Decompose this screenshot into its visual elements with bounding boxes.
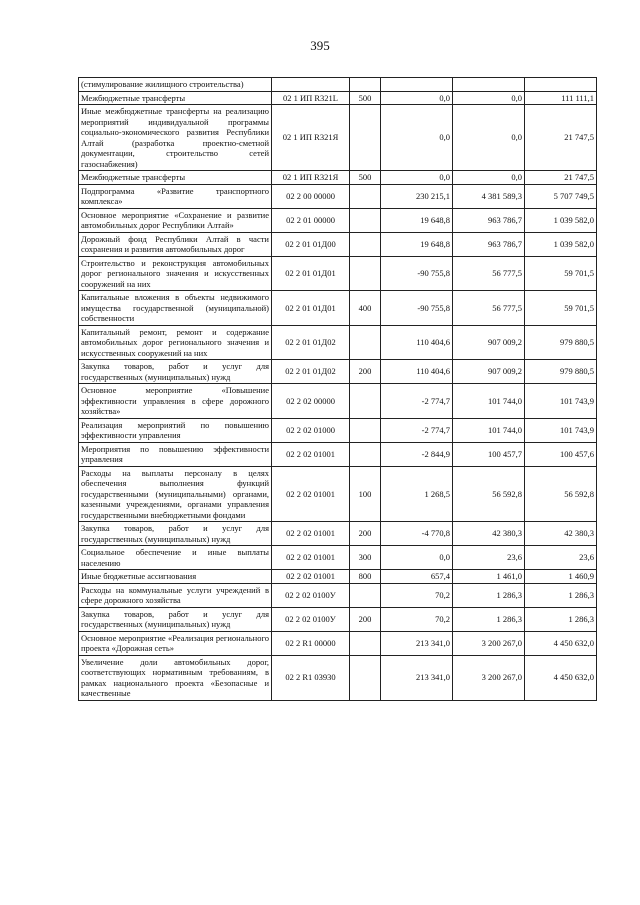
row-expense-type-cell: 300 xyxy=(350,546,381,570)
row-value-2-cell: 56 777,5 xyxy=(453,291,525,326)
row-expense-type-cell xyxy=(350,232,381,256)
table-row xyxy=(79,418,597,442)
row-value-2-cell: 0,0 xyxy=(453,171,525,185)
row-expense-type-cell xyxy=(350,184,381,208)
row-value-3-cell: 59 701,5 xyxy=(525,256,597,291)
row-expense-type-cell xyxy=(350,256,381,291)
row-value-2-cell: 56 777,5 xyxy=(453,256,525,291)
row-code-cell: 02 2 01 00000 xyxy=(272,208,350,232)
row-value-1-cell: 110 404,6 xyxy=(381,325,453,360)
row-name-cell: Закупка товаров, работ и услуг для государственных (муниципальных) нужд xyxy=(79,607,272,631)
row-value-3-cell: 979 880,5 xyxy=(525,360,597,384)
row-name-cell: Закупка товаров, работ и услуг для государственных (муниципальных) нужд xyxy=(79,360,272,384)
row-value-3-cell: 100 457,6 xyxy=(525,442,597,466)
row-expense-type-cell xyxy=(350,384,381,419)
row-expense-type-cell xyxy=(350,208,381,232)
row-value-3-cell: 1 039 582,0 xyxy=(525,232,597,256)
row-code-cell: 02 2 01 01Д01 xyxy=(272,291,350,326)
row-value-1-cell: 19 648,8 xyxy=(381,232,453,256)
row-name-cell: Иные бюджетные ассигнования xyxy=(79,570,272,584)
row-name-cell: Дорожный фонд Республики Алтай в части сохранения и развития автомобильных дорог xyxy=(79,232,272,256)
row-value-2-cell: 101 744,0 xyxy=(453,384,525,419)
row-value-2-cell: 23,6 xyxy=(453,546,525,570)
table-row xyxy=(79,360,597,384)
row-code-cell: 02 2 02 01001 xyxy=(272,570,350,584)
row-expense-type-cell: 200 xyxy=(350,522,381,546)
row-value-1-cell: -90 755,8 xyxy=(381,256,453,291)
row-expense-type-cell: 800 xyxy=(350,570,381,584)
row-value-1-cell: 19 648,8 xyxy=(381,208,453,232)
row-value-3-cell xyxy=(525,78,597,92)
row-value-1-cell: 213 341,0 xyxy=(381,655,453,700)
row-value-3-cell: 23,6 xyxy=(525,546,597,570)
row-value-1-cell: 657,4 xyxy=(381,570,453,584)
table-row xyxy=(79,78,597,92)
row-value-1-cell: 70,2 xyxy=(381,583,453,607)
row-name-cell: Иные межбюджетные трансферты на реализацию мероприятий индивидуальной программы социально-экономического развития Республики Алтай (разработка проектно-сметной документации, строительство сетей газоснабжения) xyxy=(79,105,272,171)
row-value-2-cell: 0,0 xyxy=(453,91,525,105)
row-expense-type-cell xyxy=(350,78,381,92)
row-value-2-cell: 1 286,3 xyxy=(453,607,525,631)
row-name-cell: Строительство и реконструкция автомобильных дорог регионального значения и искусственных сооружений на них xyxy=(79,256,272,291)
row-code-cell: 02 2 01 01Д02 xyxy=(272,360,350,384)
table-row xyxy=(79,232,597,256)
row-name-cell: Мероприятия по повышению эффективности управления xyxy=(79,442,272,466)
row-value-3-cell: 4 450 632,0 xyxy=(525,631,597,655)
row-code-cell xyxy=(272,78,350,92)
table-row xyxy=(79,522,597,546)
row-name-cell: Закупка товаров, работ и услуг для государственных (муниципальных) нужд xyxy=(79,522,272,546)
row-expense-type-cell xyxy=(350,631,381,655)
row-name-cell: Основное мероприятие «Реализация регионального проекта «Дорожная сеть» xyxy=(79,631,272,655)
table-row xyxy=(79,442,597,466)
row-expense-type-cell xyxy=(350,325,381,360)
row-value-1-cell xyxy=(381,78,453,92)
row-value-3-cell: 101 743,9 xyxy=(525,418,597,442)
table-row xyxy=(79,91,597,105)
row-name-cell: Основное мероприятие «Сохранение и развитие автомобильных дорог Республики Алтай» xyxy=(79,208,272,232)
row-value-1-cell: 0,0 xyxy=(381,91,453,105)
row-code-cell: 02 1 ИП R321L xyxy=(272,91,350,105)
row-code-cell: 02 2 02 0100У xyxy=(272,583,350,607)
row-code-cell: 02 1 ИП R321Я xyxy=(272,171,350,185)
row-expense-type-cell: 400 xyxy=(350,291,381,326)
row-value-1-cell: -2 844,9 xyxy=(381,442,453,466)
row-value-2-cell: 1 286,3 xyxy=(453,583,525,607)
row-expense-type-cell: 200 xyxy=(350,360,381,384)
row-value-1-cell: -2 774,7 xyxy=(381,384,453,419)
row-value-2-cell: 963 786,7 xyxy=(453,232,525,256)
row-value-3-cell: 56 592,8 xyxy=(525,466,597,522)
row-value-3-cell: 1 039 582,0 xyxy=(525,208,597,232)
row-name-cell: Основное мероприятие «Повышение эффективности управления в сфере дорожного хозяйства» xyxy=(79,384,272,419)
row-value-2-cell: 963 786,7 xyxy=(453,208,525,232)
row-value-2-cell: 3 200 267,0 xyxy=(453,631,525,655)
table-row xyxy=(79,384,597,419)
table-row xyxy=(79,325,597,360)
table-row xyxy=(79,607,597,631)
table-row xyxy=(79,466,597,522)
table-row xyxy=(79,171,597,185)
row-name-cell: Межбюджетные трансферты xyxy=(79,171,272,185)
row-code-cell: 02 2 00 00000 xyxy=(272,184,350,208)
row-code-cell: 02 2 02 01001 xyxy=(272,442,350,466)
table-row xyxy=(79,546,597,570)
row-expense-type-cell xyxy=(350,418,381,442)
row-value-2-cell: 3 200 267,0 xyxy=(453,655,525,700)
row-value-2-cell: 1 461,0 xyxy=(453,570,525,584)
row-value-1-cell: 70,2 xyxy=(381,607,453,631)
row-expense-type-cell xyxy=(350,655,381,700)
row-name-cell: Межбюджетные трансферты xyxy=(79,91,272,105)
row-code-cell: 02 2 01 01Д00 xyxy=(272,232,350,256)
row-name-cell: Подпрограмма «Развитие транспортного комплекса» xyxy=(79,184,272,208)
table-row xyxy=(79,570,597,584)
table-row xyxy=(79,208,597,232)
budget-table-body xyxy=(79,78,597,701)
row-expense-type-cell: 100 xyxy=(350,466,381,522)
row-code-cell: 02 2 02 00000 xyxy=(272,384,350,419)
row-name-cell: Расходы на выплаты персоналу в целях обеспечения выполнения функций государственными (муниципальными) органами, казенными учреждениями, органами управления государственными внебюджетными фондами xyxy=(79,466,272,522)
row-value-3-cell: 21 747,5 xyxy=(525,171,597,185)
row-value-3-cell: 1 460,9 xyxy=(525,570,597,584)
row-expense-type-cell xyxy=(350,583,381,607)
row-value-1-cell: 0,0 xyxy=(381,171,453,185)
row-value-3-cell: 1 286,3 xyxy=(525,583,597,607)
row-value-1-cell: 230 215,1 xyxy=(381,184,453,208)
row-value-3-cell: 4 450 632,0 xyxy=(525,655,597,700)
row-code-cell: 02 2 02 01001 xyxy=(272,546,350,570)
row-value-1-cell: 1 268,5 xyxy=(381,466,453,522)
row-value-2-cell: 907 009,2 xyxy=(453,360,525,384)
row-name-cell: Капитальные вложения в объекты недвижимого имущества государственной (муниципальной) собственности xyxy=(79,291,272,326)
row-code-cell: 02 2 R1 00000 xyxy=(272,631,350,655)
row-value-3-cell: 21 747,5 xyxy=(525,105,597,171)
row-value-2-cell: 907 009,2 xyxy=(453,325,525,360)
row-name-cell: Социальное обеспечение и иные выплаты населению xyxy=(79,546,272,570)
row-value-3-cell: 42 380,3 xyxy=(525,522,597,546)
table-row xyxy=(79,256,597,291)
row-code-cell: 02 2 01 01Д02 xyxy=(272,325,350,360)
row-expense-type-cell xyxy=(350,105,381,171)
row-code-cell: 02 2 02 01001 xyxy=(272,522,350,546)
row-value-2-cell: 42 380,3 xyxy=(453,522,525,546)
row-expense-type-cell: 200 xyxy=(350,607,381,631)
row-expense-type-cell: 500 xyxy=(350,91,381,105)
table-row xyxy=(79,184,597,208)
row-value-1-cell: -4 770,8 xyxy=(381,522,453,546)
page-number: 395 xyxy=(310,38,330,53)
row-value-1-cell: 213 341,0 xyxy=(381,631,453,655)
row-code-cell: 02 2 01 01Д01 xyxy=(272,256,350,291)
row-name-cell: Реализация мероприятий по повышению эффективности управления xyxy=(79,418,272,442)
row-code-cell: 02 2 02 0100У xyxy=(272,607,350,631)
row-value-3-cell: 5 707 749,5 xyxy=(525,184,597,208)
row-value-1-cell: 0,0 xyxy=(381,105,453,171)
table-row xyxy=(79,291,597,326)
row-value-2-cell: 100 457,7 xyxy=(453,442,525,466)
row-value-3-cell: 59 701,5 xyxy=(525,291,597,326)
row-code-cell: 02 2 02 01000 xyxy=(272,418,350,442)
row-value-3-cell: 1 286,3 xyxy=(525,607,597,631)
row-name-cell: (стимулирование жилищного строительства) xyxy=(79,78,272,92)
row-name-cell: Увеличение доли автомобильных дорог, соответствующих нормативным требованиям, в рамках национального проекта «Безопасные и качественные xyxy=(79,655,272,700)
row-code-cell: 02 2 R1 03930 xyxy=(272,655,350,700)
row-value-1-cell: 110 404,6 xyxy=(381,360,453,384)
row-name-cell: Капитальный ремонт, ремонт и содержание автомобильных дорог регионального значения и искусственных сооружений на них xyxy=(79,325,272,360)
row-value-1-cell: 0,0 xyxy=(381,546,453,570)
row-value-2-cell: 56 592,8 xyxy=(453,466,525,522)
row-value-1-cell: -2 774,7 xyxy=(381,418,453,442)
row-code-cell: 02 2 02 01001 xyxy=(272,466,350,522)
row-value-3-cell: 101 743,9 xyxy=(525,384,597,419)
row-expense-type-cell xyxy=(350,442,381,466)
row-value-3-cell: 979 880,5 xyxy=(525,325,597,360)
budget-table xyxy=(78,77,597,701)
row-value-2-cell xyxy=(453,78,525,92)
table-row xyxy=(79,583,597,607)
row-value-3-cell: 111 111,1 xyxy=(525,91,597,105)
row-expense-type-cell: 500 xyxy=(350,171,381,185)
table-row xyxy=(79,655,597,700)
row-value-2-cell: 4 381 589,3 xyxy=(453,184,525,208)
table-row xyxy=(79,105,597,171)
row-value-1-cell: -90 755,8 xyxy=(381,291,453,326)
table-row xyxy=(79,631,597,655)
row-value-2-cell: 0,0 xyxy=(453,105,525,171)
row-code-cell: 02 1 ИП R321Я xyxy=(272,105,350,171)
row-value-2-cell: 101 744,0 xyxy=(453,418,525,442)
row-name-cell: Расходы на коммунальные услуги учреждений в сфере дорожного хозяйства xyxy=(79,583,272,607)
